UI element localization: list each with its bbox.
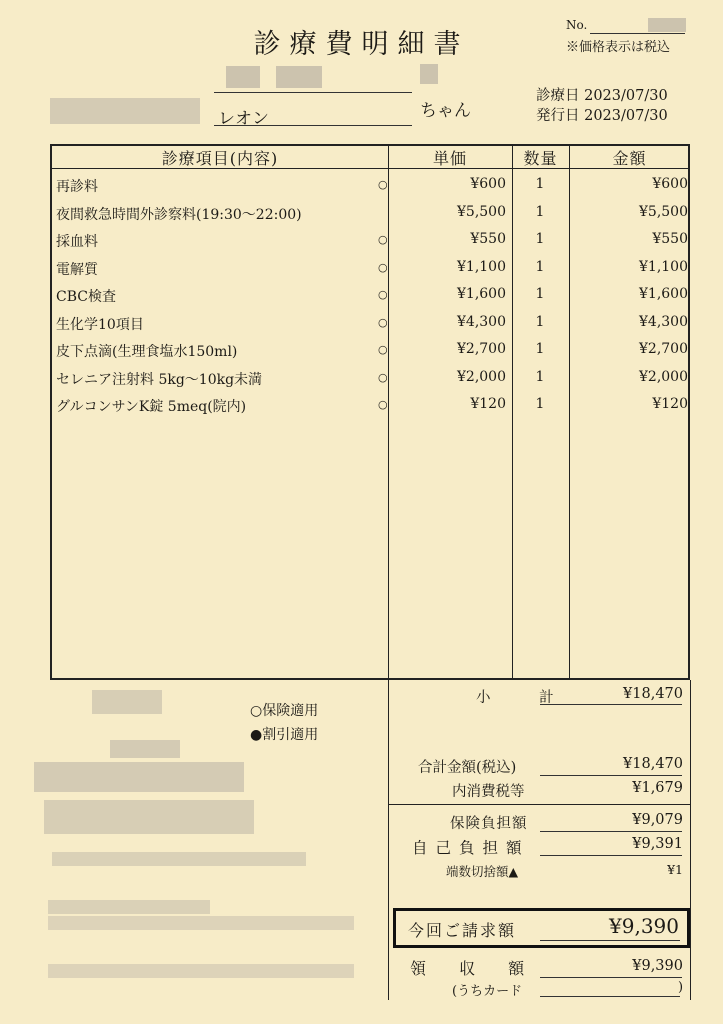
redacted-clinic-info <box>92 690 162 714</box>
redacted-clinic-info <box>110 740 180 758</box>
owner-name-line <box>214 92 412 93</box>
tax-label: 内消費税等 <box>452 784 525 800</box>
row-unit-price: ¥1,100 <box>457 258 506 275</box>
row-insurance-mark: ○ <box>378 370 388 384</box>
redacted-clinic-info <box>48 964 354 978</box>
column-header-unit-price: 単価 <box>432 149 467 168</box>
row-unit-price: ¥1,600 <box>457 286 506 302</box>
row-insurance-mark: ○ <box>378 260 388 274</box>
redacted-patient-id <box>50 98 200 124</box>
subtotal-underline <box>540 704 682 705</box>
row-insurance-mark: ○ <box>378 343 388 356</box>
document-number-line <box>590 33 685 34</box>
column-header-item: 診療項目(内容) <box>161 149 279 168</box>
column-header-quantity: 数量 <box>523 149 558 168</box>
row-amount: ¥600 <box>652 176 688 192</box>
row-amount: ¥2,700 <box>639 341 688 357</box>
column-divider <box>569 144 570 680</box>
redacted-owner-name <box>276 66 322 88</box>
row-amount: ¥2,000 <box>639 368 688 385</box>
billing-label: 今回ご請求額 <box>408 921 517 940</box>
total-value: ¥18,470 <box>623 756 683 772</box>
billing-value: ¥9,390 <box>609 914 679 938</box>
rounding-label: 端数切捨額▲ <box>446 864 519 879</box>
legend-discount: ●割引適用 <box>250 727 319 743</box>
row-quantity: 1 <box>535 231 545 247</box>
row-insurance-mark: ○ <box>378 178 388 191</box>
document-number-label: No. <box>566 18 588 32</box>
received-underline <box>540 977 682 978</box>
row-amount: ¥1,100 <box>639 258 688 275</box>
row-quantity: 1 <box>535 286 545 302</box>
total-label: 合計金額(税込) <box>418 760 517 776</box>
self-pay-underline <box>540 855 682 856</box>
row-unit-price: ¥600 <box>470 176 506 192</box>
pet-name-line <box>214 125 412 126</box>
tax-note: ※価格表示は税込 <box>566 40 671 55</box>
row-amount: ¥550 <box>652 231 688 247</box>
self-pay-label: 自己負担額 <box>412 839 530 857</box>
row-unit-price: ¥550 <box>470 231 506 247</box>
row-quantity: 1 <box>535 203 545 220</box>
self-pay-value: ¥9,391 <box>632 836 683 852</box>
row-amount: ¥120 <box>652 396 688 412</box>
insurance-label: 保険負担額 <box>450 816 528 832</box>
row-unit-price: ¥2,700 <box>457 341 506 357</box>
summary-divider <box>388 804 690 805</box>
row-item-name: 夜間救急時間外診察料(19:30〜22:00) <box>56 206 302 223</box>
redacted-owner-name <box>226 66 260 88</box>
insurance-value: ¥9,079 <box>632 812 683 828</box>
card-close: ) <box>678 980 684 995</box>
rounding-value: ¥1 <box>667 862 683 877</box>
row-quantity: 1 <box>535 396 545 412</box>
row-quantity: 1 <box>535 368 545 385</box>
row-unit-price: ¥2,000 <box>457 368 506 385</box>
row-item-name: 生化学10項目 <box>56 316 144 333</box>
row-amount: ¥1,600 <box>639 286 688 302</box>
received-label: 領 収 額 <box>410 959 539 978</box>
redacted-clinic-info <box>34 762 244 792</box>
column-header-amount: 金額 <box>612 149 647 168</box>
subtotal-value: ¥18,470 <box>623 686 683 702</box>
row-insurance-mark: ○ <box>378 288 388 301</box>
column-divider <box>388 144 389 680</box>
insurance-underline <box>540 831 682 832</box>
redacted-clinic-info <box>44 800 254 834</box>
row-quantity: 1 <box>535 341 545 357</box>
document-title: 診療費明細書 <box>253 29 470 60</box>
redacted-clinic-info <box>52 852 306 866</box>
row-insurance-mark: ○ <box>378 233 388 246</box>
row-amount: ¥5,500 <box>639 203 688 220</box>
pet-name: レオン <box>218 109 269 129</box>
row-quantity: 1 <box>535 176 545 192</box>
row-item-name: 採血料 <box>56 234 98 250</box>
row-item-name: グルコンサンK錠 5meq(院内) <box>56 399 247 415</box>
card-underline <box>540 996 680 997</box>
redacted-owner-name <box>420 64 438 84</box>
issue-date: 発行日 2023/07/30 <box>536 108 668 124</box>
redacted-number <box>648 18 686 32</box>
row-unit-price: ¥5,500 <box>457 203 506 220</box>
card-label: (うちカード <box>452 984 523 999</box>
total-underline <box>540 775 682 776</box>
column-divider <box>512 144 513 680</box>
row-insurance-mark: ○ <box>378 398 388 411</box>
summary-left-border <box>388 680 389 1000</box>
redacted-clinic-info <box>48 916 354 930</box>
row-insurance-mark: ○ <box>378 315 388 329</box>
row-item-name: 電解質 <box>56 261 98 278</box>
row-unit-price: ¥120 <box>470 396 506 412</box>
redacted-clinic-info <box>48 900 210 914</box>
row-quantity: 1 <box>535 258 545 275</box>
legend-insurance: ○保険適用 <box>250 703 319 719</box>
row-amount: ¥4,300 <box>639 313 688 330</box>
exam-date: 診療日 2023/07/30 <box>536 88 668 104</box>
row-unit-price: ¥4,300 <box>457 313 506 330</box>
row-quantity: 1 <box>535 313 545 330</box>
honorific: ちゃん <box>420 101 471 121</box>
tax-value: ¥1,679 <box>632 780 683 796</box>
billing-underline <box>540 940 680 941</box>
row-item-name: セレニア注射料 5kg〜10kg未満 <box>56 371 263 388</box>
subtotal-label: 小 計 <box>476 690 576 706</box>
summary-right-border <box>690 680 691 1000</box>
row-item-name: CBC検査 <box>56 289 116 305</box>
row-item-name: 皮下点滴(生理食塩水150ml) <box>56 344 238 360</box>
row-item-name: 再診料 <box>56 179 98 195</box>
received-value: ¥9,390 <box>632 958 683 974</box>
